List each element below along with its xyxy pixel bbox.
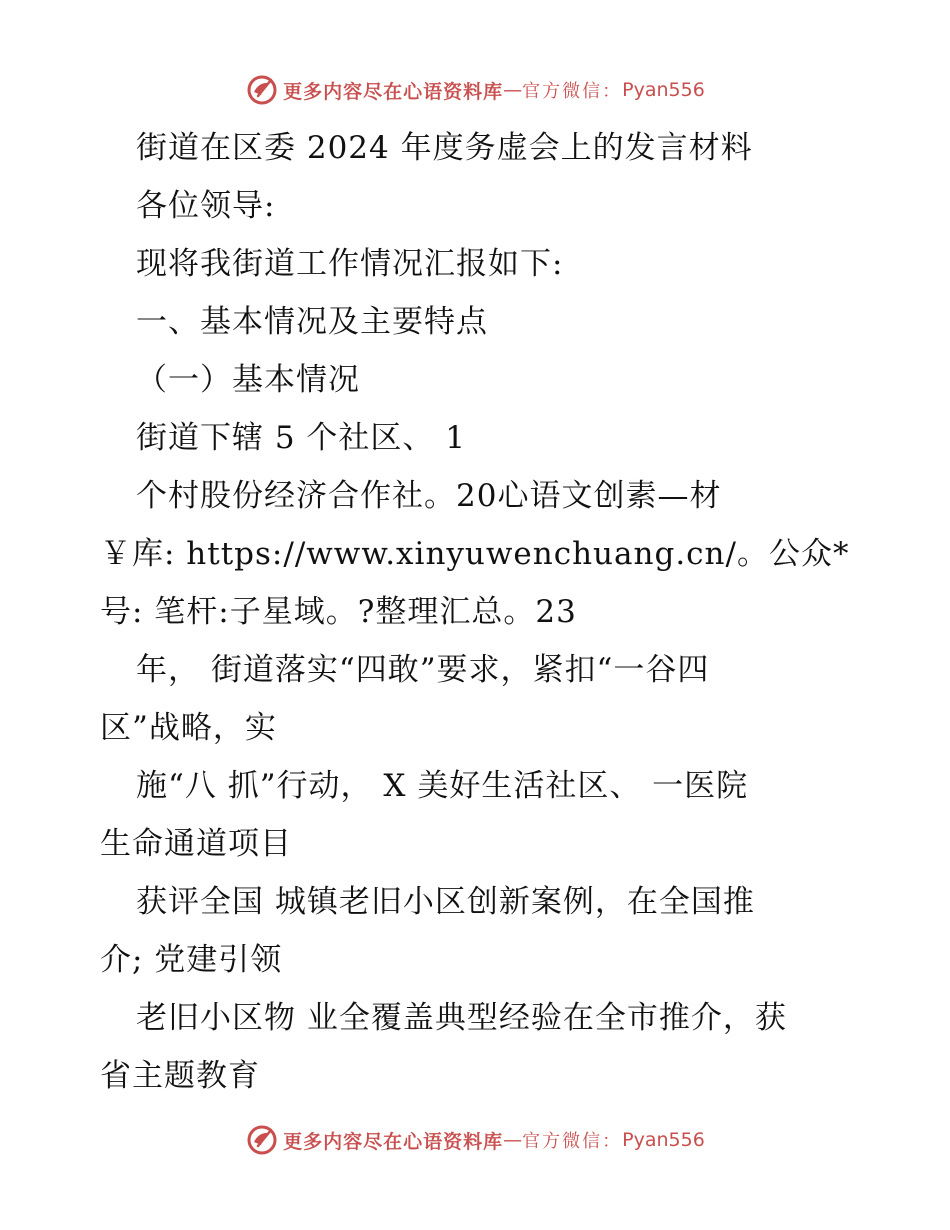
footer-watermark xyxy=(0,1120,950,1160)
section-heading: 一、基本情况及主要特点 xyxy=(136,304,488,340)
paragraph-line: 老旧小区物 业全覆盖典型经验在全市推介，获 xyxy=(136,1000,787,1036)
paragraph-line: 个村股份经济合作社。20心语文创素—材 xyxy=(136,478,722,514)
paragraph-line: 施“八 抓”行动， X 美好生活社区、 一医院 xyxy=(136,768,749,804)
library-logo-icon xyxy=(245,1123,279,1157)
watermark-separator: — xyxy=(503,1129,523,1151)
paragraph-line: 区”战略，实 xyxy=(100,710,277,746)
paragraph-line: 号: 笔杆:子星域。?整理汇总。23 xyxy=(100,594,577,630)
paragraph-line: 生命通道项目 xyxy=(100,826,292,862)
watermark-official-label: 官方微信： xyxy=(522,81,623,102)
paragraph-line: 省主题教育 xyxy=(100,1058,260,1094)
watermark-wechat-id: Pyan556 xyxy=(622,79,705,101)
paragraph-line: 获评全国 城镇老旧小区创新案例，在全国推 xyxy=(136,884,755,920)
paragraph-line: ￥库: https://www.xinyuwenchuang.cn/。公众* xyxy=(100,536,850,572)
salutation: 各位领导: xyxy=(136,188,276,224)
watermark-library-text: 更多内容尽在心语资料库 xyxy=(283,1130,504,1153)
watermark-wechat-id: Pyan556 xyxy=(622,1129,705,1151)
subsection-heading: （一）基本情况 xyxy=(136,362,360,398)
document-title: 街道在区委 2024 年度务虚会上的发言材料 xyxy=(136,130,753,166)
watermark-official-label: 官方微信： xyxy=(522,1131,623,1152)
intro-line: 现将我街道工作情况汇报如下: xyxy=(136,246,564,282)
paragraph-line: 年， 街道落实“四敢”要求，紧扣“一谷四 xyxy=(136,652,710,688)
watermark-library-text: 更多内容尽在心语资料库 xyxy=(283,80,504,103)
paragraph-line: 介; 党建引领 xyxy=(100,942,283,978)
paragraph-line: 街道下辖 5 个社区、 1 xyxy=(136,420,467,456)
watermark-separator: — xyxy=(503,79,523,101)
